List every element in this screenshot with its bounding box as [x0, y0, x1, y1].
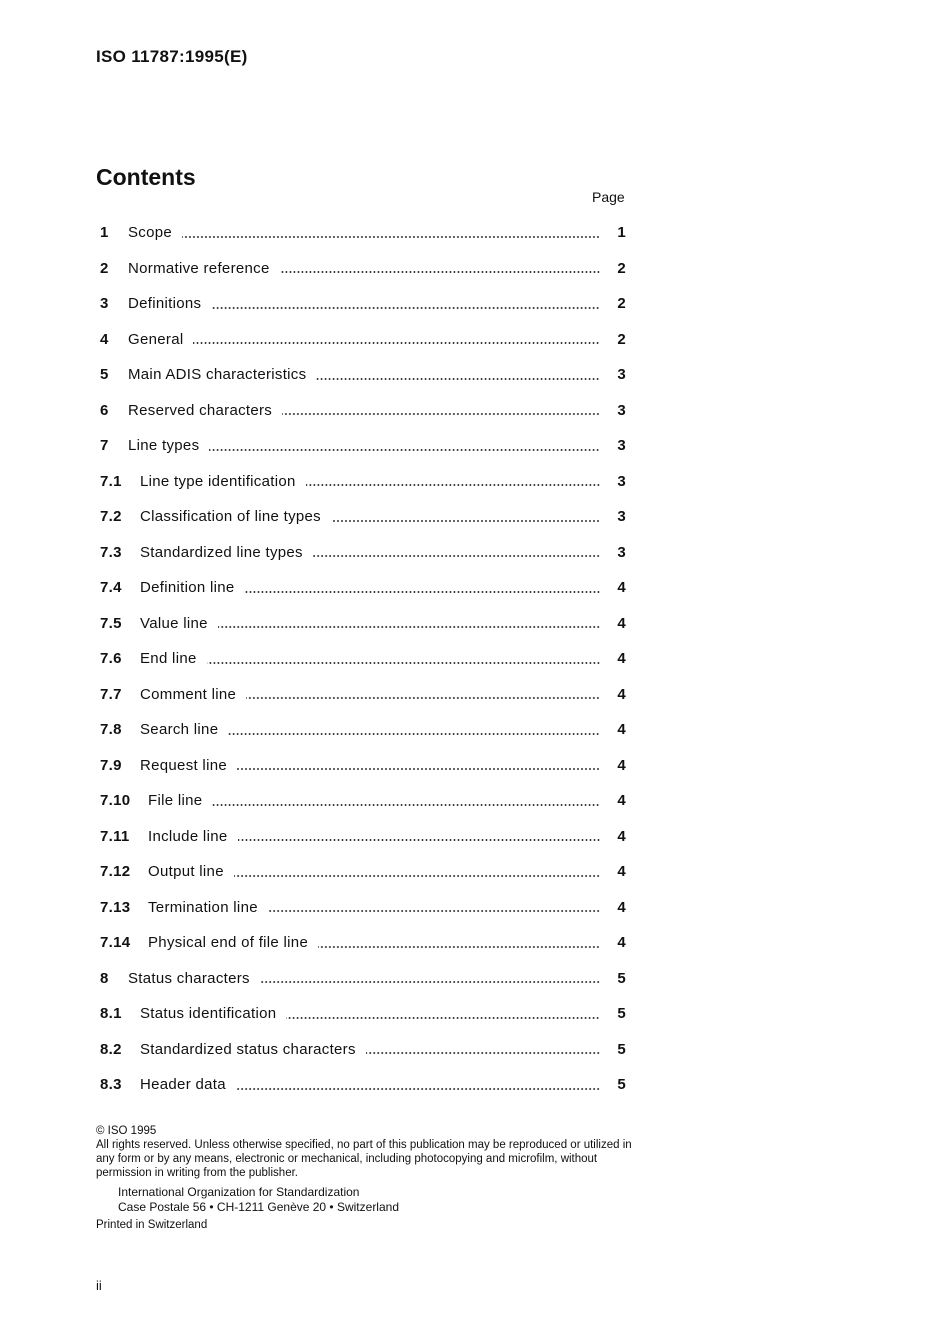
toc-entry-page: 3 [617, 366, 626, 384]
rights-statement: All rights reserved. Unless otherwise specified, no part of this publication may be reproduced or utilized in any form or by any means, electronic or mechanical, including photocopying and microfilm, without permission in writing from the publisher. [96, 1139, 632, 1179]
page-column-label: Page [592, 189, 625, 205]
toc-entry-page: 3 [617, 437, 626, 455]
dot-leader [366, 1045, 600, 1057]
dot-leader [316, 371, 600, 383]
dot-leader [212, 797, 600, 809]
toc-entry-number: 7.1 [100, 472, 122, 490]
toc-entry-title: Reserved characters [128, 401, 273, 419]
toc-entry [100, 677, 626, 713]
toc-entry-page: 5 [617, 1040, 626, 1058]
organization-address: Case Postale 56 • CH-1211 Genève 20 • Switzerland [118, 1200, 399, 1214]
toc-entry-page: 4 [617, 934, 626, 952]
toc-entry [100, 783, 626, 819]
toc-entry-title: Termination line [148, 898, 258, 916]
toc-entry-number: 2 [100, 259, 109, 277]
toc-entry [100, 322, 626, 358]
toc-entry-number: 8 [100, 969, 109, 987]
dot-leader [211, 300, 600, 312]
toc-entry-title: File line [148, 792, 203, 810]
toc-entry-page: 3 [617, 543, 626, 561]
page-number: ii [96, 1278, 102, 1293]
toc-entry-page: 4 [617, 614, 626, 632]
toc-entry-page: 4 [617, 863, 626, 881]
toc-entry-number: 7.12 [100, 863, 131, 881]
toc-entry-page: 5 [617, 1076, 626, 1094]
table-of-contents [100, 215, 626, 1103]
contents-heading: Contents [96, 164, 196, 190]
toc-entry-title: Normative reference [128, 259, 270, 277]
toc-entry [100, 961, 626, 997]
dot-leader [209, 442, 600, 454]
toc-entry-number: 8.1 [100, 1005, 122, 1023]
toc-entry-page: 4 [617, 721, 626, 739]
toc-entry [100, 819, 626, 855]
toc-entry [100, 357, 626, 393]
toc-entry-page: 1 [617, 224, 626, 242]
toc-entry-page: 5 [617, 1005, 626, 1023]
dot-leader [280, 264, 600, 276]
toc-entry-title: Line type identification [140, 472, 296, 490]
toc-entry-number: 8.3 [100, 1076, 122, 1094]
toc-entry-title: Line types [128, 437, 200, 455]
toc-entry-page: 5 [617, 969, 626, 987]
toc-entry-number: 4 [100, 330, 109, 348]
toc-entry-number: 7 [100, 437, 109, 455]
toc-entry [100, 570, 626, 606]
toc-entry-title: End line [140, 650, 197, 668]
dot-leader [193, 335, 600, 347]
toc-entry-number: 7.4 [100, 579, 122, 597]
toc-entry [100, 499, 626, 535]
toc-entry [100, 393, 626, 429]
organization-name: International Organization for Standardization [118, 1185, 360, 1199]
toc-entry-number: 7.14 [100, 934, 131, 952]
toc-entry [100, 748, 626, 784]
dot-leader [260, 974, 600, 986]
dot-leader [313, 548, 600, 560]
toc-entry-number: 7.10 [100, 792, 131, 810]
toc-entry-title: Status characters [128, 969, 250, 987]
dot-leader [207, 655, 600, 667]
toc-entry [100, 641, 626, 677]
toc-entry [100, 996, 626, 1032]
printed-in: Printed in Switzerland [96, 1219, 208, 1231]
toc-entry-number: 3 [100, 295, 109, 313]
dot-leader [286, 1010, 600, 1022]
dot-leader [318, 939, 600, 951]
toc-entry-title: Standardized status characters [140, 1040, 356, 1058]
standard-identifier: ISO 11787:1995(E) [96, 47, 248, 66]
dot-leader [182, 229, 600, 241]
toc-entry-number: 5 [100, 366, 109, 384]
dot-leader [238, 832, 601, 844]
dot-leader [246, 690, 600, 702]
toc-entry-page: 4 [617, 685, 626, 703]
toc-entry-number: 8.2 [100, 1040, 122, 1058]
toc-entry-page: 2 [617, 259, 626, 277]
dot-leader [236, 1081, 600, 1093]
toc-entry [100, 464, 626, 500]
toc-entry-number: 7.5 [100, 614, 122, 632]
toc-entry-title: Physical end of file line [148, 934, 309, 952]
toc-entry-title: Standardized line types [140, 543, 303, 561]
toc-entry [100, 712, 626, 748]
toc-entry-title: Include line [148, 827, 228, 845]
toc-entry [100, 286, 626, 322]
toc-entry-title: Main ADIS characteristics [128, 366, 307, 384]
toc-entry-page: 4 [617, 792, 626, 810]
toc-entry [100, 606, 626, 642]
dot-leader [282, 406, 600, 418]
toc-entry-title: Search line [140, 721, 219, 739]
toc-entry [100, 854, 626, 890]
toc-entry-page: 4 [617, 827, 626, 845]
toc-entry-title: Header data [140, 1076, 226, 1094]
toc-entry [100, 535, 626, 571]
toc-entry-page: 4 [617, 650, 626, 668]
toc-entry-number: 6 [100, 401, 109, 419]
dot-leader [245, 584, 600, 596]
dot-leader [234, 868, 600, 880]
toc-entry-number: 7.3 [100, 543, 122, 561]
toc-entry-title: General [128, 330, 184, 348]
toc-entry [100, 890, 626, 926]
toc-entry-title: Comment line [140, 685, 237, 703]
toc-entry-title: Classification of line types [140, 508, 321, 526]
dot-leader [228, 726, 600, 738]
toc-entry [100, 1032, 626, 1068]
toc-entry-number: 7.7 [100, 685, 122, 703]
dot-leader [237, 761, 600, 773]
toc-entry [100, 428, 626, 464]
toc-entry-number: 7.11 [100, 827, 130, 845]
toc-entry-number: 1 [100, 224, 109, 242]
dot-leader [268, 903, 600, 915]
toc-entry [100, 251, 626, 287]
toc-entry-page: 3 [617, 508, 626, 526]
dot-leader [306, 477, 600, 489]
toc-entry-page: 4 [617, 898, 626, 916]
toc-entry-number: 7.13 [100, 898, 131, 916]
toc-entry-page: 4 [617, 756, 626, 774]
toc-entry-page: 4 [617, 579, 626, 597]
toc-entry [100, 1067, 626, 1103]
toc-entry-number: 7.6 [100, 650, 122, 668]
dot-leader [218, 619, 600, 631]
toc-entry-number: 7.2 [100, 508, 122, 526]
toc-entry-number: 7.9 [100, 756, 122, 774]
toc-entry-title: Value line [140, 614, 208, 632]
toc-entry [100, 925, 626, 961]
toc-entry-title: Output line [148, 863, 224, 881]
toc-entry-title: Status identification [140, 1005, 277, 1023]
toc-entry-page: 3 [617, 401, 626, 419]
toc-entry [100, 215, 626, 251]
toc-entry-page: 3 [617, 472, 626, 490]
copyright-block [96, 1124, 636, 1232]
toc-entry-page: 2 [617, 330, 626, 348]
toc-entry-title: Request line [140, 756, 227, 774]
dot-leader [331, 513, 600, 525]
copyright-notice: © ISO 1995 [96, 1125, 157, 1137]
toc-entry-title: Definition line [140, 579, 235, 597]
toc-entry-number: 7.8 [100, 721, 122, 739]
toc-entry-page: 2 [617, 295, 626, 313]
toc-entry-title: Definitions [128, 295, 202, 313]
toc-entry-title: Scope [128, 224, 173, 242]
